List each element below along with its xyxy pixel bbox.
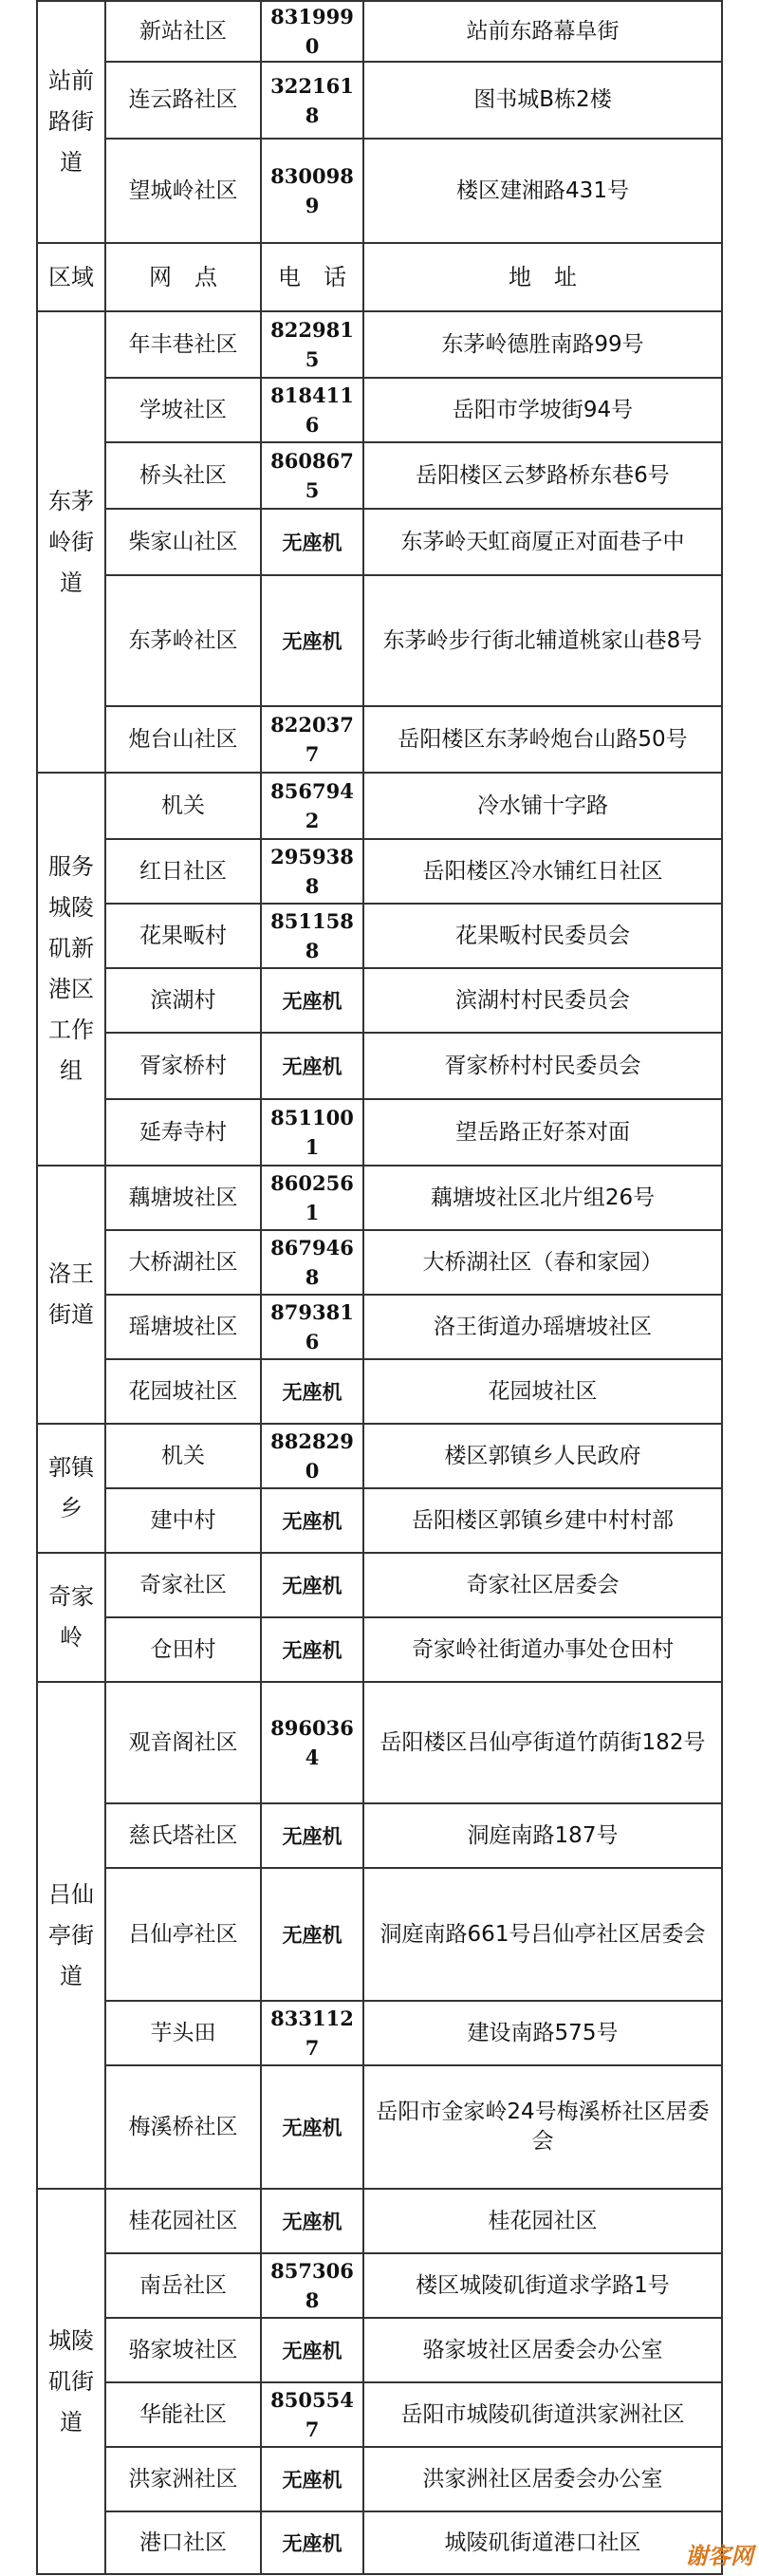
phone-cell: 无座机 xyxy=(261,509,363,575)
area-cell: 洛王街道 xyxy=(37,1166,105,1424)
header-row xyxy=(37,243,722,311)
outlet-cell: 学坡社区 xyxy=(105,378,261,442)
address-cell: 站前东路幕阜街 xyxy=(363,1,722,62)
address-cell: 岳阳市金家岭24号梅溪桥社区居委会 xyxy=(363,2065,722,2189)
phone-cell: 无座机 xyxy=(261,2189,363,2253)
outlet-cell: 洪家洲社区 xyxy=(105,2447,261,2511)
table-row xyxy=(37,1488,722,1553)
table-row xyxy=(37,442,722,509)
address-cell: 大桥湖社区（春和家园） xyxy=(363,1230,722,1295)
table-row xyxy=(37,904,722,968)
phone-cell: 8602561 xyxy=(261,1166,363,1230)
area-cell: 站前路街道 xyxy=(37,1,105,243)
table-row xyxy=(37,1033,722,1099)
address-cell: 楼区郭镇乡人民政府 xyxy=(363,1424,722,1488)
outlet-cell: 新站社区 xyxy=(105,1,261,62)
phone-cell: 无座机 xyxy=(261,2447,363,2511)
address-cell: 岳阳楼区云梦路桥东巷6号 xyxy=(363,442,722,509)
table-row xyxy=(37,2189,722,2253)
phone-cell: 无座机 xyxy=(261,1803,363,1868)
table-row xyxy=(37,2318,722,2382)
outlet-cell: 机关 xyxy=(105,773,261,839)
table-row xyxy=(37,968,722,1033)
address-cell: 岳阳楼区东茅岭炮台山路50号 xyxy=(363,706,722,773)
table-row xyxy=(37,1424,722,1488)
outlet-cell: 望城岭社区 xyxy=(105,139,261,243)
address-cell: 藕塘坡社区北片组26号 xyxy=(363,1166,722,1230)
table-row xyxy=(37,2001,722,2065)
outlet-cell: 港口社区 xyxy=(105,2511,261,2574)
outlet-cell: 桂花园社区 xyxy=(105,2189,261,2253)
header-area: 区域 xyxy=(37,243,105,311)
table-row xyxy=(37,1682,722,1803)
table-row xyxy=(37,1099,722,1166)
phone-cell: 无座机 xyxy=(261,2511,363,2574)
outlet-cell: 建中村 xyxy=(105,1488,261,1553)
outlet-cell: 大桥湖社区 xyxy=(105,1230,261,1295)
outlet-cell: 仓田村 xyxy=(105,1617,261,1682)
phone-cell: 8511588 xyxy=(261,904,363,968)
address-cell: 东茅岭天虹商厦正对面巷子中 xyxy=(363,509,722,575)
address-cell: 岳阳楼区冷水铺红日社区 xyxy=(363,839,722,904)
header-address: 地 址 xyxy=(363,243,722,311)
table-row xyxy=(37,2447,722,2511)
outlet-cell: 南岳社区 xyxy=(105,2253,261,2318)
phone-cell: 8608675 xyxy=(261,442,363,509)
outlet-cell: 藕塘坡社区 xyxy=(105,1166,261,1230)
table-row xyxy=(37,706,722,773)
phone-cell: 无座机 xyxy=(261,575,363,706)
header-phone: 电 话 xyxy=(261,243,363,311)
address-cell: 胥家桥村村民委员会 xyxy=(363,1033,722,1099)
address-cell: 岳阳楼区郭镇乡建中村村部 xyxy=(363,1488,722,1553)
outlet-cell: 机关 xyxy=(105,1424,261,1488)
phone-cell: 8828290 xyxy=(261,1424,363,1488)
address-cell: 骆家坡社区居委会办公室 xyxy=(363,2318,722,2382)
outlet-cell: 瑶塘坡社区 xyxy=(105,1295,261,1359)
address-cell: 东茅岭德胜南路99号 xyxy=(363,311,722,378)
address-cell: 城陵矶街道港口社区 xyxy=(363,2511,722,2574)
phone-cell: 8319990 xyxy=(261,1,363,62)
address-cell: 花果畈村民委员会 xyxy=(363,904,722,968)
phone-cell: 无座机 xyxy=(261,968,363,1033)
outlet-cell: 华能社区 xyxy=(105,2382,261,2447)
outlet-cell: 慈氏塔社区 xyxy=(105,1803,261,1868)
address-cell: 楼区建湘路431号 xyxy=(363,139,722,243)
phone-cell: 2959388 xyxy=(261,839,363,904)
phone-cell: 无座机 xyxy=(261,1033,363,1099)
phone-cell: 8331127 xyxy=(261,2001,363,2065)
table-row xyxy=(37,1803,722,1868)
outlet-cell: 延寿寺村 xyxy=(105,1099,261,1166)
address-cell: 桂花园社区 xyxy=(363,2189,722,2253)
address-cell: 洪家洲社区居委会办公室 xyxy=(363,2447,722,2511)
table-row xyxy=(37,2253,722,2318)
phone-cell: 无座机 xyxy=(261,1868,363,2001)
address-cell: 楼区城陵矶街道求学路1号 xyxy=(363,2253,722,2318)
table-row xyxy=(37,139,722,243)
outlet-cell: 柴家山社区 xyxy=(105,509,261,575)
area-cell: 东茅岭街道 xyxy=(37,311,105,773)
phone-cell: 8184116 xyxy=(261,378,363,442)
table-row xyxy=(37,1295,722,1359)
phone-cell: 8573068 xyxy=(261,2253,363,2318)
area-cell: 吕仙亭街道 xyxy=(37,1682,105,2189)
address-cell: 岳阳楼区吕仙亭街道竹荫街182号 xyxy=(363,1682,722,1803)
outlet-cell: 吕仙亭社区 xyxy=(105,1868,261,2001)
table-row xyxy=(37,378,722,442)
outlet-cell: 炮台山社区 xyxy=(105,706,261,773)
outlet-cell: 花园坡社区 xyxy=(105,1359,261,1424)
phone-cell: 8229815 xyxy=(261,311,363,378)
table-row xyxy=(37,1868,722,2001)
table-row xyxy=(37,1617,722,1682)
table-row xyxy=(37,2065,722,2189)
phone-cell: 8505547 xyxy=(261,2382,363,2447)
address-cell: 洛王街道办瑶塘坡社区 xyxy=(363,1295,722,1359)
table-row xyxy=(37,1359,722,1424)
phone-cell: 无座机 xyxy=(261,2065,363,2189)
address-cell: 洞庭南路661号吕仙亭社区居委会 xyxy=(363,1868,722,2001)
outlet-cell: 桥头社区 xyxy=(105,442,261,509)
watermark-logo: 谢客网 xyxy=(685,2543,753,2569)
address-cell: 洞庭南路187号 xyxy=(363,1803,722,1868)
phone-cell: 无座机 xyxy=(261,1617,363,1682)
address-cell: 建设南路575号 xyxy=(363,2001,722,2065)
phone-cell: 无座机 xyxy=(261,1359,363,1424)
table-row xyxy=(37,839,722,904)
phone-cell: 无座机 xyxy=(261,1488,363,1553)
address-cell: 花园坡社区 xyxy=(363,1359,722,1424)
table-row xyxy=(37,2382,722,2447)
table-row xyxy=(37,1230,722,1295)
phone-cell: 无座机 xyxy=(261,2318,363,2382)
outlet-cell: 花果畈村 xyxy=(105,904,261,968)
phone-cell: 无座机 xyxy=(261,1553,363,1617)
address-cell: 奇家岭社街道办事处仓田村 xyxy=(363,1617,722,1682)
outlet-cell: 年丰巷社区 xyxy=(105,311,261,378)
table-row xyxy=(37,1553,722,1617)
address-cell: 图书城B栋2楼 xyxy=(363,62,722,139)
outlet-cell: 梅溪桥社区 xyxy=(105,2065,261,2189)
outlet-cell: 奇家社区 xyxy=(105,1553,261,1617)
table-row xyxy=(37,2511,722,2574)
table-row xyxy=(37,1,722,62)
address-cell: 东茅岭步行街北辅道桃家山巷8号 xyxy=(363,575,722,706)
phone-cell: 8960364 xyxy=(261,1682,363,1803)
area-cell: 城陵矶街道 xyxy=(37,2189,105,2574)
outlet-cell: 滨湖村 xyxy=(105,968,261,1033)
address-cell: 岳阳市学坡街94号 xyxy=(363,378,722,442)
outlet-cell: 芋头田 xyxy=(105,2001,261,2065)
table-row xyxy=(37,62,722,139)
outlet-cell: 连云路社区 xyxy=(105,62,261,139)
area-cell: 奇家岭 xyxy=(37,1553,105,1682)
table-body xyxy=(37,1,722,2574)
outlet-cell: 观音阁社区 xyxy=(105,1682,261,1803)
phone-cell: 8220377 xyxy=(261,706,363,773)
outlet-cell: 胥家桥村 xyxy=(105,1033,261,1099)
table-row xyxy=(37,509,722,575)
outlet-table xyxy=(36,0,723,2575)
phone-cell: 8567942 xyxy=(261,773,363,839)
outlet-cell: 骆家坡社区 xyxy=(105,2318,261,2382)
table-row xyxy=(37,575,722,706)
address-cell: 岳阳市城陵矶街道洪家洲社区 xyxy=(363,2382,722,2447)
phone-cell: 8511001 xyxy=(261,1099,363,1166)
address-cell: 滨湖村村民委员会 xyxy=(363,968,722,1033)
address-cell: 望岳路正好茶对面 xyxy=(363,1099,722,1166)
phone-cell: 8793816 xyxy=(261,1295,363,1359)
table-row xyxy=(37,311,722,378)
table-row xyxy=(37,773,722,839)
header-outlet: 网 点 xyxy=(105,243,261,311)
outlet-cell: 红日社区 xyxy=(105,839,261,904)
address-cell: 奇家社区居委会 xyxy=(363,1553,722,1617)
outlet-cell: 东茅岭社区 xyxy=(105,575,261,706)
address-cell: 冷水铺十字路 xyxy=(363,773,722,839)
area-cell: 服务城陵矶新港区工作组 xyxy=(37,773,105,1166)
phone-cell: 3221618 xyxy=(261,62,363,139)
table-row xyxy=(37,1166,722,1230)
phone-cell: 8300989 xyxy=(261,139,363,243)
area-cell: 郭镇乡 xyxy=(37,1424,105,1553)
phone-cell: 8679468 xyxy=(261,1230,363,1295)
